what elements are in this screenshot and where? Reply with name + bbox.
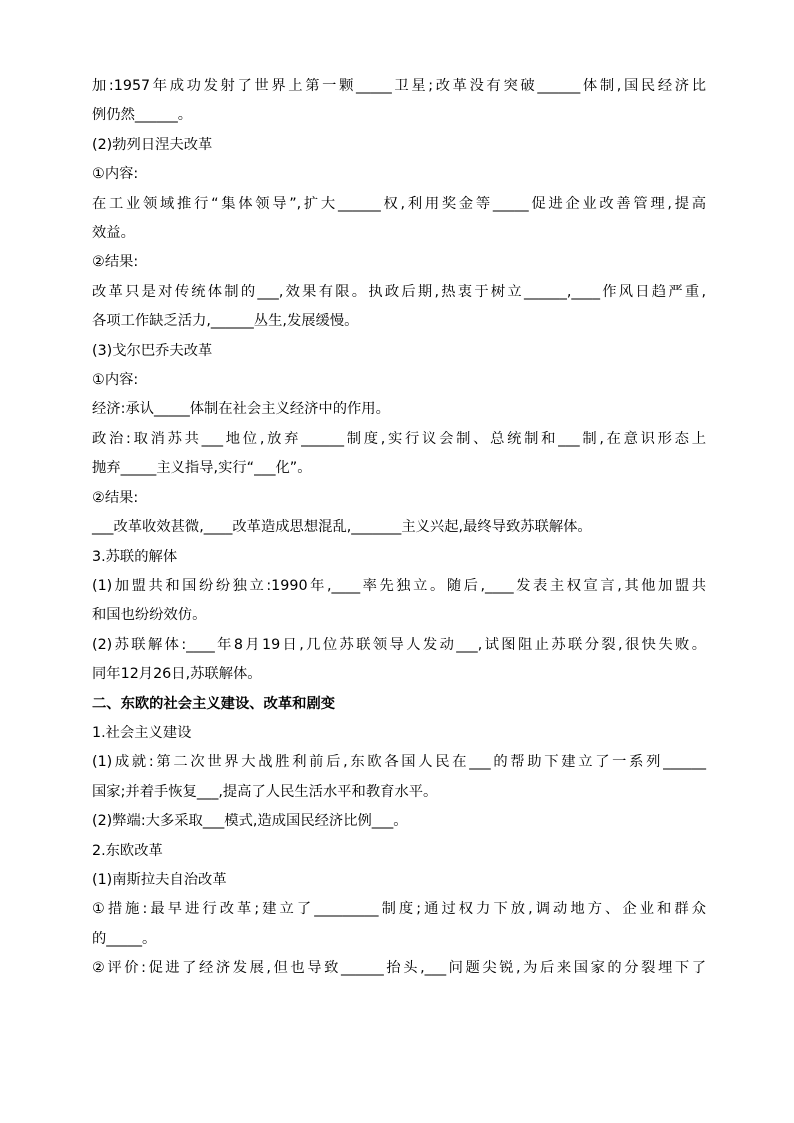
text-line-7: ②结果:: [92, 254, 139, 271]
text-line-1: 加:1957年成功发射了世界上第一颗_____卫星;改革没有突破______体制,国民经济比: [92, 78, 706, 94]
text-line-14: 抛弃_____主义指导,实行“___化”。: [92, 460, 312, 477]
text-line-30: 的_____。: [92, 930, 157, 947]
document-page: [92, 72, 706, 984]
text-line-6: 效益。: [92, 225, 135, 242]
text-line-28: (1)南斯拉夫自治改革: [92, 871, 227, 888]
text-line-27: 2.东欧改革: [92, 842, 163, 859]
text-line-8: 改革只是对传统体制的___,效果有限。执政后期,热衷于树立______,____作风日趋严重,: [92, 283, 706, 300]
text-line-31: ②评价:促进了经济发展,但也导致______抬头,___问题尖锐,为后来国家的分裂埋下了: [92, 960, 706, 977]
text-line-23: 1.社会主义建设: [92, 724, 192, 741]
text-line-24: (1)成就:第二次世界大战胜利前后,东欧各国人民在___的帮助下建立了一系列______: [92, 754, 706, 771]
text-line-18: (1)加盟共和国纷纷独立:1990年,____率先独立。随后,____发表主权宣言,其他加盟共: [92, 577, 706, 594]
text-line-10: (3)戈尔巴乔夫改革: [92, 342, 213, 359]
text-line-29: ①措施:最早进行改革;建立了_________制度;通过权力下放,调动地方、企业和群众: [92, 901, 706, 918]
text-line-9: 各项工作缺乏活力,______丛生,发展缓慢。: [92, 313, 359, 330]
text-line-26: (2)弊端:大多采取___模式,造成国民经济比例___。: [92, 813, 408, 830]
text-line-19: 和国也纷纷效仿。: [92, 607, 207, 624]
text-line-3: (2)勃列日涅夫改革: [92, 136, 213, 153]
text-line-2: 例仍然______。: [92, 107, 193, 124]
text-line-13: 政治:取消苏共___地位,放弃______制度,实行议会制、总统制和___制,在意识形态上: [92, 430, 706, 447]
text-line-25: 国家;并着手恢复___,提高了人民生活水平和教育水平。: [92, 783, 438, 800]
text-line-21: 同年12月26日,苏联解体。: [92, 666, 262, 683]
text-line-4: ①内容:: [92, 166, 139, 183]
text-line-11: ①内容:: [92, 372, 139, 389]
text-line-5: 在工业领域推行“集体领导”,扩大______权,利用奖金等_____促进企业改善管理,提高: [92, 195, 706, 212]
text-line-20: (2)苏联解体:____年8月19日,几位苏联领导人发动___,试图阻止苏联分裂,很快失败。: [92, 636, 706, 653]
text-line-17: 3.苏联的解体: [92, 548, 178, 565]
text-line-15: ②结果:: [92, 489, 139, 506]
text-line-16: ___改革收效甚微,____改革造成思想混乱,_______主义兴起,最终导致苏联解体。: [92, 519, 592, 536]
section-heading: 二、东欧的社会主义建设、改革和剧变: [92, 695, 336, 712]
text-line-12: 经济:承认_____体制在社会主义经济中的作用。: [92, 401, 390, 418]
